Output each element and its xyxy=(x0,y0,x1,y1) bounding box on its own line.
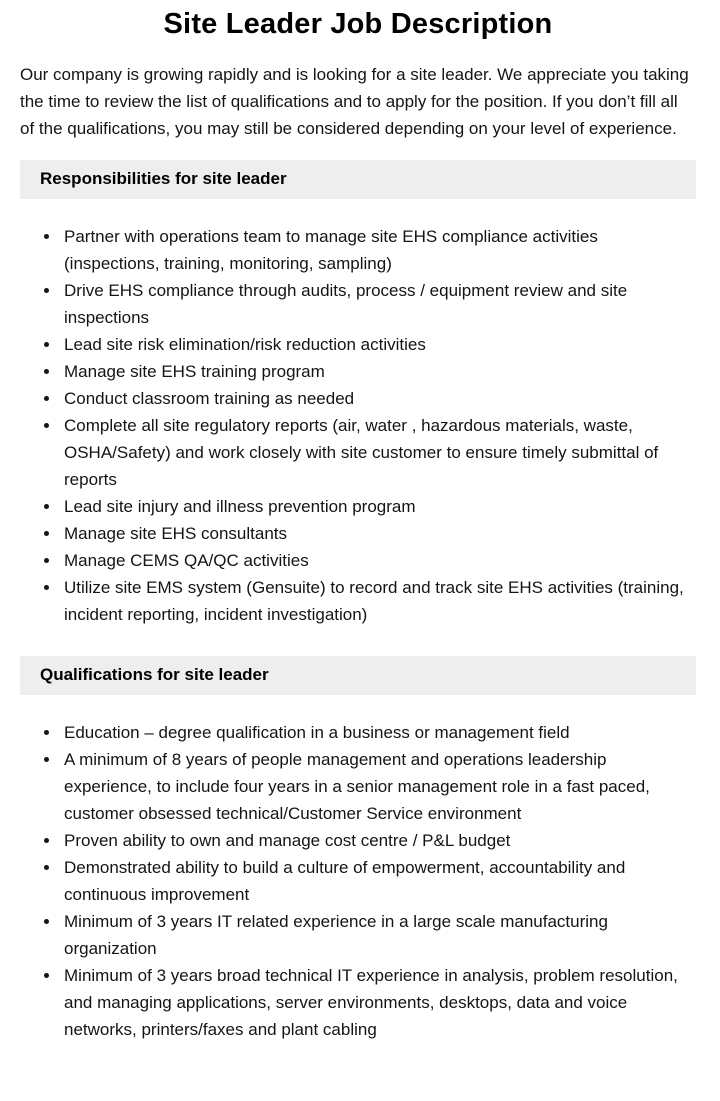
list-item: • Minimum of 3 years broad technical IT experience in analysis, problem resolution, and managing applications, server environments, desktops, data and voice networks, printers/faxes and plant cabling xyxy=(61,962,696,1043)
list-item: • Lead site injury and illness prevention program xyxy=(61,493,696,520)
intro-paragraph: Our company is growing rapidly and is looking for a site leader. We appreciate you taking the time to review the list of qualifications and to apply for the position. If you don’t fill all of the qualifications, you may still be considered depending on your level of experience. xyxy=(20,65,689,138)
list-item: • Education – degree qualification in a business or management field xyxy=(61,719,696,746)
list-item: • Manage CEMS QA/QC activities xyxy=(61,547,696,574)
list-item: • Lead site risk elimination/risk reduction activities xyxy=(61,331,696,358)
list-item: • Proven ability to own and manage cost centre / P&L budget xyxy=(61,827,696,854)
page-title: Site Leader Job Description xyxy=(163,8,553,40)
list-item: • Conduct classroom training as needed xyxy=(61,385,696,412)
section-heading-qualifications: Qualifications for site leader xyxy=(20,656,696,695)
list-item: • Manage site EHS consultants xyxy=(61,520,696,547)
list-item: • Minimum of 3 years IT related experience in a large scale manufacturing organization xyxy=(61,908,696,962)
list-item: • Manage site EHS training program xyxy=(61,358,696,385)
list-item: • Demonstrated ability to build a culture of empowerment, accountability and continuous improvement xyxy=(61,854,696,908)
list-item: • A minimum of 8 years of people management and operations leadership experience, to include four years in a senior management role in a fast paced, customer obsessed technical/Customer Service environment xyxy=(61,746,696,827)
section-heading-responsibilities: Responsibilities for site leader xyxy=(20,160,696,199)
list-item: • Drive EHS compliance through audits, process / equipment review and site inspections xyxy=(61,277,696,331)
list-item: • Partner with operations team to manage site EHS compliance activities (inspections, training, monitoring, sampling) xyxy=(61,223,696,277)
list-item: • Complete all site regulatory reports (air, water , hazardous materials, waste, OSHA/Safety) and work closely with site customer to ensure timely submittal of reports xyxy=(61,412,696,493)
qualifications-list xyxy=(20,719,696,1043)
responsibilities-list xyxy=(20,223,696,628)
list-item: • Utilize site EMS system (Gensuite) to record and track site EHS activities (training, incident reporting, incident investigation) xyxy=(61,574,696,628)
